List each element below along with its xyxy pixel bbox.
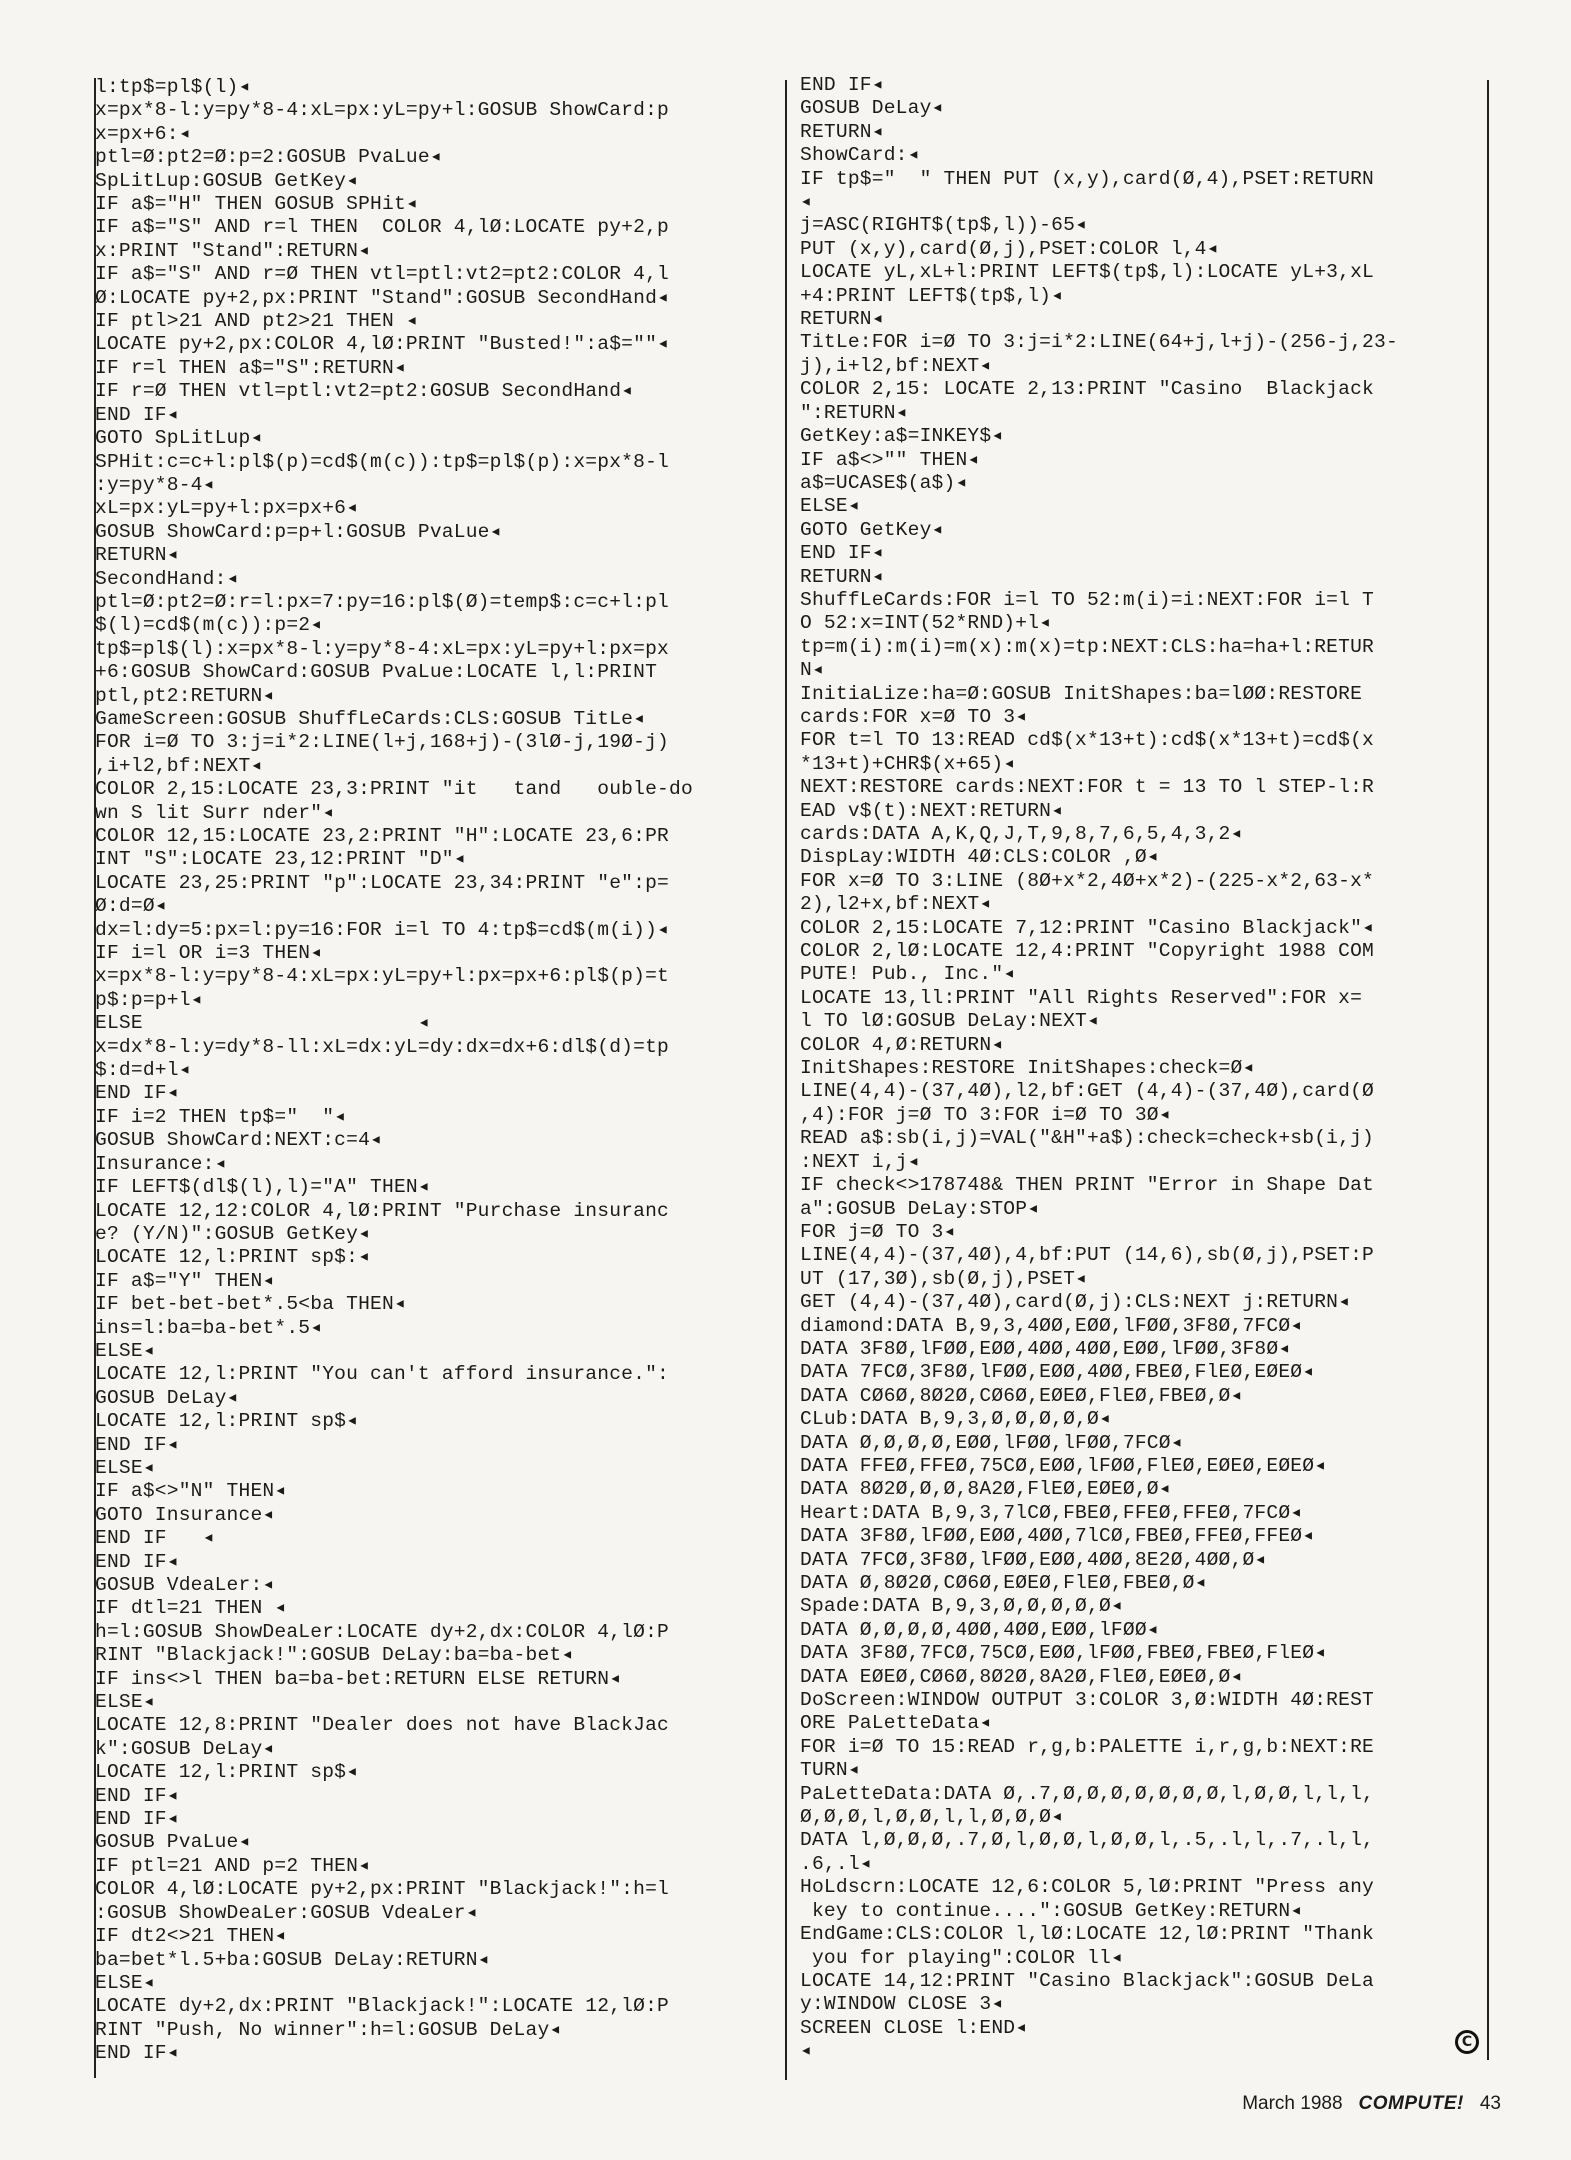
code-line: IF r=l THEN a$="S":RETURN◂ xyxy=(95,356,406,379)
code-line: IF a$<>"N" THEN◂ xyxy=(95,1480,287,1503)
code-line: a$=UCASE$(a$)◂ xyxy=(800,471,968,494)
code-line: IF r=Ø THEN vtl=ptl:vt2=pt2:GOSUB SecondHand◂ xyxy=(95,380,634,403)
code-line: IF tp$=" " THEN PUT (x,y),card(Ø,4),PSET:RETURN xyxy=(800,167,1374,190)
code-line: Spade:DATA B,9,3,Ø,Ø,Ø,Ø,Ø◂ xyxy=(800,1595,1123,1618)
code-line: FOR i=Ø TO 15:READ r,g,b:PALETTE i,r,g,b:NEXT:RE xyxy=(800,1735,1374,1758)
code-line: END IF◂ xyxy=(95,1784,179,1807)
code-line: IF a$="H" THEN GOSUB SPHit◂ xyxy=(95,193,418,216)
code-line: FOR i=Ø TO 3:j=i*2:LINE(l+j,168+j)-(3lØ-j,19Ø-j) xyxy=(95,731,669,754)
code-line: ins=l:ba=ba-bet*.5◂ xyxy=(95,1316,323,1339)
code-line: EAD v$(t):NEXT:RETURN◂ xyxy=(800,799,1064,822)
code-line: LOCATE 12,l:PRINT sp$:◂ xyxy=(95,1246,371,1269)
code-line: l:tp$=pl$(l)◂ xyxy=(95,76,251,98)
code-line: FOR j=Ø TO 3◂ xyxy=(800,1220,956,1243)
code-line: END IF◂ xyxy=(95,1433,179,1456)
code-line: END IF◂ xyxy=(95,403,179,426)
code-line: wn S lit Surr nder"◂ xyxy=(95,801,335,824)
code-line: ,4):FOR j=Ø TO 3:FOR i=Ø TO 3Ø◂ xyxy=(800,1103,1171,1126)
code-line: END IF◂ xyxy=(95,1808,179,1831)
code-line: DATA 7FCØ,3F8Ø,lFØØ,EØØ,4ØØ,8E2Ø,4ØØ,Ø◂ xyxy=(800,1548,1267,1571)
code-line: Insurance:◂ xyxy=(95,1152,227,1175)
code-line: COLOR 2,15:LOCATE 7,12:PRINT "Casino Blackjack"◂ xyxy=(800,916,1375,939)
code-line: INT "S":LOCATE 23,12:PRINT "D"◂ xyxy=(95,848,466,871)
code-line: UT (17,3Ø),sb(Ø,j),PSET◂ xyxy=(800,1267,1088,1290)
code-line: cards:FOR x=Ø TO 3◂ xyxy=(800,705,1028,728)
code-line: x:PRINT "Stand":RETURN◂ xyxy=(95,239,371,262)
code-line: IF i=2 THEN tp$=" "◂ xyxy=(95,1105,347,1128)
code-line: PUTE! Pub., Inc."◂ xyxy=(800,963,1016,986)
code-line: Ø:LOCATE py+2,px:PRINT "Stand":GOSUB SecondHand◂ xyxy=(95,286,670,309)
code-line: END IF◂ xyxy=(95,1550,179,1573)
code-line: ELSE◂ xyxy=(95,1691,155,1714)
code-line: RINT "Blackjack!":GOSUB DeLay:ba=ba-bet◂ xyxy=(95,1644,574,1667)
code-line: DoScreen:WINDOW OUTPUT 3:COLOR 3,Ø:WIDTH 4Ø:REST xyxy=(800,1689,1374,1712)
code-line: IF a$="S" AND r=l THEN COLOR 4,lØ:LOCATE py+2,p xyxy=(95,216,669,239)
code-line: IF dt2<>21 THEN◂ xyxy=(95,1925,287,1948)
code-line: IF dtl=21 THEN ◂ xyxy=(95,1597,287,1620)
code-line: InitShapes:RESTORE InitShapes:check=Ø◂ xyxy=(800,1057,1255,1080)
code-line: LOCATE yL,xL+l:PRINT LEFT$(tp$,l):LOCATE yL+3,xL xyxy=(800,261,1374,284)
code-line: ◂ xyxy=(800,191,812,214)
code-line: IF check<>178748& THEN PRINT "Error in Shape Dat xyxy=(800,1174,1374,1197)
code-line: LOCATE 12,8:PRINT "Dealer does not have BlackJac xyxy=(95,1714,669,1737)
code-line: LOCATE 23,25:PRINT "p":LOCATE 23,34:PRINT "e":p= xyxy=(95,871,669,894)
code-line: COLOR 4,Ø:RETURN◂ xyxy=(800,1033,1004,1056)
code-line: IF a$="S" AND r=Ø THEN vtl=ptl:vt2=pt2:COLOR 4,l xyxy=(95,263,669,286)
code-line: O 52:x=INT(52*RND)+l◂ xyxy=(800,612,1052,635)
code-line: ORE PaLetteData◂ xyxy=(800,1712,992,1735)
code-line: END IF◂ xyxy=(95,1082,179,1105)
code-line: EndGame:CLS:COLOR l,lØ:LOCATE 12,lØ:PRINT "Thank xyxy=(800,1923,1374,1946)
code-line: x=px*8-l:y=py*8-4:xL=px:yL=py+l:GOSUB ShowCard:p xyxy=(95,99,669,122)
code-line: DATA Ø,8Ø2Ø,CØ6Ø,EØEØ,FlEØ,FBEØ,Ø◂ xyxy=(800,1572,1207,1594)
code-line: GameScreen:GOSUB ShuffLeCards:CLS:GOSUB TitLe◂ xyxy=(95,707,646,730)
code-line: TitLe:FOR i=Ø TO 3:j=i*2:LINE(64+j,l+j)-(256-j,23- xyxy=(800,331,1398,354)
code-line: +4:PRINT LEFT$(tp$,l)◂ xyxy=(800,284,1064,307)
code-line: PaLetteData:DATA Ø,.7,Ø,Ø,Ø,Ø,Ø,Ø,Ø,l,Ø,Ø,l,l,l, xyxy=(800,1782,1374,1805)
code-line: j),i+l2,bf:NEXT◂ xyxy=(800,354,992,377)
code-line: x=dx*8-l:y=dy*8-ll:xL=dx:yL=dy:dx=dx+6:dl$(d)=tp xyxy=(95,1035,669,1058)
code-line: ptl,pt2:RETURN◂ xyxy=(95,684,275,707)
code-line: LOCATE 13,ll:PRINT "All Rights Reserved":FOR x= xyxy=(800,986,1363,1009)
code-line: diamond:DATA B,9,3,4ØØ,EØØ,lFØØ,3F8Ø,7FCØ◂ xyxy=(800,1314,1303,1337)
code-line: END IF◂ xyxy=(95,2042,179,2065)
code-line: ,i+l2,bf:NEXT◂ xyxy=(95,754,263,777)
code-line: ELSE◂ xyxy=(95,1456,155,1479)
listing-left-column xyxy=(95,76,693,2066)
code-line: DATA 7FCØ,3F8Ø,lFØØ,EØØ,4ØØ,FBEØ,FlEØ,EØEØ◂ xyxy=(800,1361,1315,1384)
code-line: LINE(4,4)-(37,4Ø),l2,bf:GET (4,4)-(37,4Ø),card(Ø xyxy=(800,1080,1374,1103)
code-line: HoLdscrn:LOCATE 12,6:COLOR 5,lØ:PRINT "Press any xyxy=(800,1876,1374,1899)
code-line: DATA 3F8Ø,7FCØ,75CØ,EØØ,lFØØ,FBEØ,FBEØ,FlEØ◂ xyxy=(800,1642,1327,1665)
code-line: 2),l2+x,bf:NEXT◂ xyxy=(800,893,992,916)
code-line: InitiaLize:ha=Ø:GOSUB InitShapes:ba=lØØ:RESTORE xyxy=(800,682,1363,705)
code-line: GetKey:a$=INKEY$◂ xyxy=(800,425,1004,448)
code-line: FOR t=l TO 13:READ cd$(x*13+t):cd$(x*13+t)=cd$(x xyxy=(800,729,1374,752)
code-line: you for playing":COLOR ll◂ xyxy=(800,1946,1123,1969)
code-line: GOSUB DeLay◂ xyxy=(800,97,944,120)
code-line: tp=m(i):m(i)=m(x):m(x)=tp:NEXT:CLS:ha=ha+l:RETUR xyxy=(800,635,1374,658)
code-line: DATA 3F8Ø,lFØØ,EØØ,4ØØ,4ØØ,EØØ,lFØØ,3F8Ø◂ xyxy=(800,1337,1291,1360)
code-line: GOTO GetKey◂ xyxy=(800,518,944,541)
code-line: ":RETURN◂ xyxy=(800,401,908,424)
code-line: IF ptl>21 AND pt2>21 THEN ◂ xyxy=(95,310,418,333)
code-line: DispLay:WIDTH 4Ø:CLS:COLOR ,Ø◂ xyxy=(800,846,1159,869)
code-line: GOTO Insurance◂ xyxy=(95,1503,275,1526)
page-footer xyxy=(1242,2093,1501,2115)
code-line: l TO lØ:GOSUB DeLay:NEXT◂ xyxy=(800,1010,1099,1033)
code-line: CLub:DATA B,9,3,Ø,Ø,Ø,Ø,Ø◂ xyxy=(800,1408,1111,1431)
code-line: COLOR 4,lØ:LOCATE py+2,px:PRINT "Blackjack!":h=l xyxy=(95,1878,669,1901)
code-line: DATA l,Ø,Ø,Ø,.7,Ø,l,Ø,Ø,l,Ø,Ø,l,.5,.l,l,.7,.l,l, xyxy=(800,1829,1374,1852)
code-line: :y=py*8-4◂ xyxy=(95,473,215,496)
code-line: ptl=Ø:pt2=Ø:r=l:px=7:py=16:pl$(Ø)=temp$:c=c+l:pl xyxy=(95,590,669,613)
code-line: GOSUB ShowCard:NEXT:c=4◂ xyxy=(95,1129,383,1152)
code-line: COLOR 2,lØ:LOCATE 12,4:PRINT "Copyright 1988 COM xyxy=(800,940,1374,963)
code-line: END IF ◂ xyxy=(95,1527,215,1550)
code-line: .6,.l◂ xyxy=(800,1852,872,1875)
code-line: IF ptl=21 AND p=2 THEN◂ xyxy=(95,1854,371,1877)
code-line: READ a$:sb(i,j)=VAL("&H"+a$):check=check+sb(i,j) xyxy=(800,1127,1374,1150)
code-line: $:d=d+l◂ xyxy=(95,1059,191,1082)
code-line: RETURN◂ xyxy=(800,565,884,588)
code-line: LOCATE 12,12:COLOR 4,lØ:PRINT "Purchase insuranc xyxy=(95,1199,669,1222)
code-line: tp$=pl$(l):x=px*8-l:y=py*8-4:xL=px:yL=py+l:px=px xyxy=(95,637,669,660)
code-line: :NEXT i,j◂ xyxy=(800,1150,920,1173)
code-line: RETURN◂ xyxy=(800,120,884,143)
code-line: ELSE◂ xyxy=(95,1971,155,1994)
code-line: ptl=Ø:pt2=Ø:p=2:GOSUB PvaLue◂ xyxy=(95,146,442,169)
code-line: DATA 8Ø2Ø,Ø,Ø,8A2Ø,FlEØ,EØEØ,Ø◂ xyxy=(800,1478,1171,1501)
code-line: x=px*8-l:y=py*8-4:xL=px:yL=py+l:px=px+6:pl$(p)=t xyxy=(95,965,669,988)
footer-issue-date: March 1988 xyxy=(1242,2093,1343,2114)
code-line: LOCATE 14,12:PRINT "Casino Blackjack":GOSUB DeLa xyxy=(800,1969,1374,1992)
code-line: dx=l:dy=5:px=l:py=16:FOR i=l TO 4:tp$=cd$(m(i))◂ xyxy=(95,918,670,941)
code-line: IF ins<>l THEN ba=ba-bet:RETURN ELSE RETURN◂ xyxy=(95,1667,622,1690)
code-line: GOSUB VdeaLer:◂ xyxy=(95,1574,275,1596)
code-line: GOSUB PvaLue◂ xyxy=(95,1831,251,1854)
code-line: DATA Ø,Ø,Ø,Ø,EØØ,lFØØ,lFØØ,7FCØ◂ xyxy=(800,1431,1183,1454)
code-line: *13+t)+CHR$(x+65)◂ xyxy=(800,752,1016,775)
code-line: IF bet-bet-bet*.5<ba THEN◂ xyxy=(95,1293,406,1316)
code-line: DATA 3F8Ø,lFØØ,EØØ,4ØØ,7lCØ,FBEØ,FFEØ,FFEØ◂ xyxy=(800,1525,1315,1548)
code-line: RINT "Push, No winner":h=l:GOSUB DeLay◂ xyxy=(95,2018,562,2041)
code-line: GOSUB ShowCard:p=p+l:GOSUB PvaLue◂ xyxy=(95,520,502,543)
code-line: RETURN◂ xyxy=(95,544,179,567)
code-line: GOTO SpLitLup◂ xyxy=(95,427,263,450)
code-line: PUT (x,y),card(Ø,j),PSET:COLOR l,4◂ xyxy=(800,237,1219,260)
code-line: LOCATE py+2,px:COLOR 4,lØ:PRINT "Busted!":a$=""◂ xyxy=(95,333,670,356)
code-line: IF i=l OR i=3 THEN◂ xyxy=(95,942,323,965)
code-line: LOCATE 12,l:PRINT sp$◂ xyxy=(95,1410,359,1433)
code-line: :GOSUB ShowDeaLer:GOSUB VdeaLer◂ xyxy=(95,1901,478,1924)
code-line: $(l)=cd$(m(c)):p=2◂ xyxy=(95,614,323,637)
code-line: ELSE◂ xyxy=(800,495,860,518)
code-line: DATA Ø,Ø,Ø,Ø,4ØØ,4ØØ,EØØ,lFØØ◂ xyxy=(800,1618,1159,1641)
code-line: Heart:DATA B,9,3,7lCØ,FBEØ,FFEØ,FFEØ,7FCØ◂ xyxy=(800,1501,1303,1524)
code-line: RETURN◂ xyxy=(800,308,884,331)
code-line: SecondHand:◂ xyxy=(95,567,239,590)
code-line: SpLitLup:GOSUB GetKey◂ xyxy=(95,169,359,192)
code-line: GET (4,4)-(37,4Ø),card(Ø,j):CLS:NEXT j:RETURN◂ xyxy=(800,1291,1351,1314)
code-line: ◂ xyxy=(800,2040,812,2063)
code-line: ELSE ◂ xyxy=(95,1012,430,1035)
code-line: p$:p=p+l◂ xyxy=(95,988,203,1011)
code-line: LOCATE 12,l:PRINT "You can't afford insurance.": xyxy=(95,1363,669,1386)
code-line: ShowCard:◂ xyxy=(800,144,920,167)
center-column-rule xyxy=(785,80,787,2080)
code-line: TURN◂ xyxy=(800,1759,860,1782)
code-line: N◂ xyxy=(800,659,824,682)
code-line: y:WINDOW CLOSE 3◂ xyxy=(800,1993,1004,2016)
code-line: DATA EØEØ,CØ6Ø,8Ø2Ø,8A2Ø,FlEØ,EØEØ,Ø◂ xyxy=(800,1665,1243,1688)
code-line: FOR x=Ø TO 3:LINE (8Ø+x*2,4Ø+x*2)-(225-x*2,63-x* xyxy=(800,869,1374,892)
code-line: Ø:d=Ø◂ xyxy=(95,895,167,918)
code-line: DATA CØ6Ø,8Ø2Ø,CØ6Ø,EØEØ,FlEØ,FBEØ,Ø◂ xyxy=(800,1384,1243,1407)
code-line: LOCATE dy+2,dx:PRINT "Blackjack!":LOCATE 12,lØ:P xyxy=(95,1995,669,2018)
code-line: SCREEN CLOSE l:END◂ xyxy=(800,2016,1028,2039)
code-line: DATA FFEØ,FFEØ,75CØ,EØØ,lFØØ,FlEØ,EØEØ,EØEØ◂ xyxy=(800,1454,1327,1477)
code-line: xL=px:yL=py+l:px=px+6◂ xyxy=(95,497,359,520)
code-line: NEXT:RESTORE cards:NEXT:FOR t = 13 TO l STEP-l:R xyxy=(800,776,1374,799)
code-line: LOCATE 12,l:PRINT sp$◂ xyxy=(95,1761,359,1784)
code-line: COLOR 2,15:LOCATE 23,3:PRINT "it tand ouble-do xyxy=(95,778,693,801)
code-line: key to continue....":GOSUB GetKey:RETURN◂ xyxy=(800,1899,1303,1922)
code-line: cards:DATA A,K,Q,J,T,9,8,7,6,5,4,3,2◂ xyxy=(800,823,1243,845)
code-line: END IF◂ xyxy=(800,74,884,96)
footer-page-number: 43 xyxy=(1479,2093,1501,2114)
code-line: IF a$="Y" THEN◂ xyxy=(95,1269,275,1292)
code-line: SPHit:c=c+l:pl$(p)=cd$(m(c)):tp$=pl$(p):x=px*8-l xyxy=(95,450,669,473)
footer-magazine-name: COMPUTE! xyxy=(1358,2093,1464,2114)
code-line: Ø,Ø,Ø,l,Ø,Ø,l,l,Ø,Ø,Ø◂ xyxy=(800,1806,1064,1829)
listing-right-column xyxy=(800,74,1398,2064)
end-of-article-mark: C xyxy=(1455,2030,1479,2054)
code-line: GOSUB DeLay◂ xyxy=(95,1386,239,1409)
code-line: ELSE◂ xyxy=(95,1339,155,1362)
code-line: COLOR 12,15:LOCATE 23,2:PRINT "H":LOCATE 23,6:PR xyxy=(95,825,669,847)
code-line: COLOR 2,15: LOCATE 2,13:PRINT "Casino Blackjack xyxy=(800,378,1374,401)
code-line: e? (Y/N)":GOSUB GetKey◂ xyxy=(95,1222,371,1245)
code-line: IF a$<>"" THEN◂ xyxy=(800,448,980,471)
code-line: +6:GOSUB ShowCard:GOSUB PvaLue:LOCATE l,l:PRINT xyxy=(95,661,658,684)
code-line: ba=bet*l.5+ba:GOSUB DeLay:RETURN◂ xyxy=(95,1948,490,1971)
code-line: ShuffLeCards:FOR i=l TO 52:m(i)=i:NEXT:FOR i=l T xyxy=(800,588,1374,611)
code-line: j=ASC(RIGHT$(tp$,l))-65◂ xyxy=(800,214,1088,237)
code-line: IF LEFT$(dl$(l),l)="A" THEN◂ xyxy=(95,1176,430,1199)
code-line: a":GOSUB DeLay:STOP◂ xyxy=(800,1197,1040,1220)
code-line: LINE(4,4)-(37,4Ø),4,bf:PUT (14,6),sb(Ø,j),PSET:P xyxy=(800,1244,1374,1267)
right-column-rule xyxy=(1487,80,1489,2060)
code-line: x=px+6:◂ xyxy=(95,122,191,145)
code-line: k":GOSUB DeLay◂ xyxy=(95,1737,275,1760)
code-line: h=l:GOSUB ShowDeaLer:LOCATE dy+2,dx:COLOR 4,lØ:P xyxy=(95,1620,669,1643)
code-line: END IF◂ xyxy=(800,542,884,565)
